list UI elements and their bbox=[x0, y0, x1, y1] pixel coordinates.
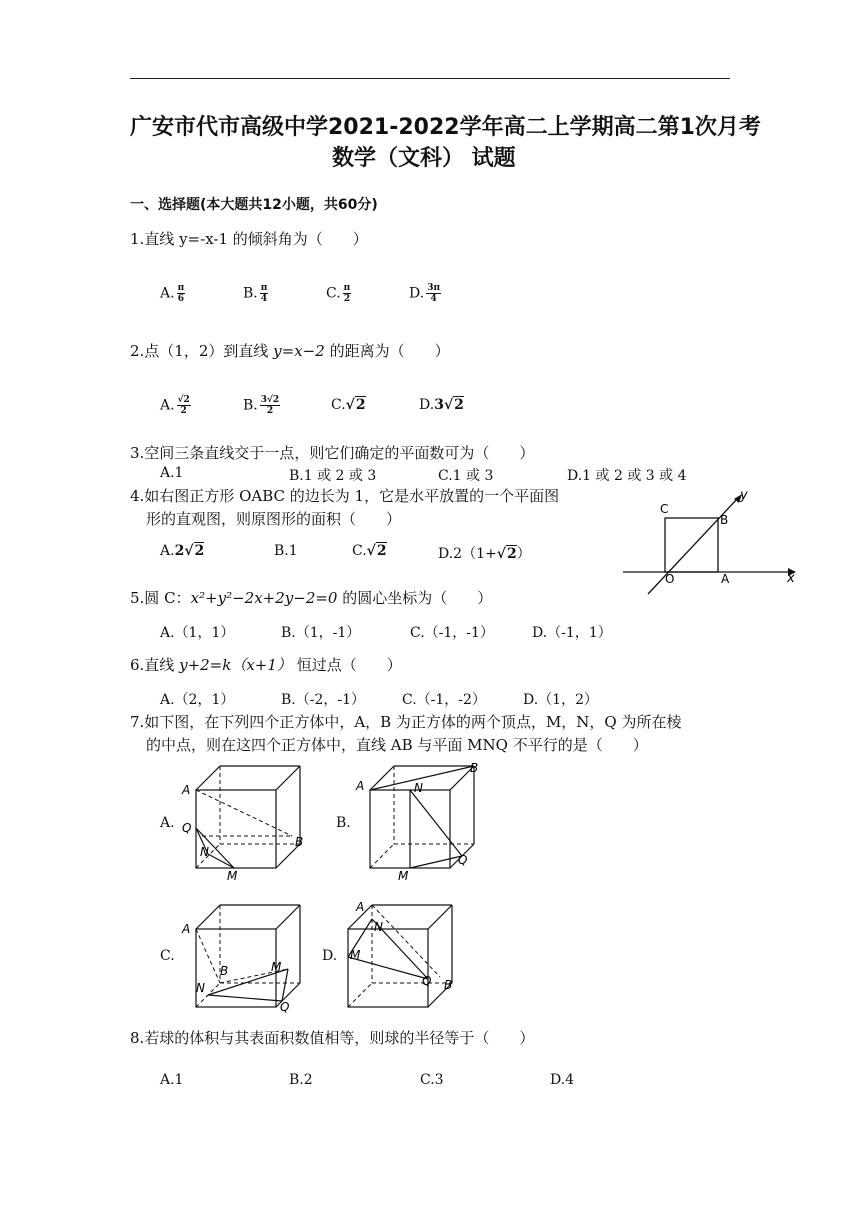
q3-option-b: B.1 或 2 或 3 bbox=[289, 468, 377, 484]
q6-option-a: A.（2，1） bbox=[160, 692, 235, 708]
question-2-stem: 2.点（1，2）到直线 y=x−2 的距离为（ ） bbox=[130, 342, 450, 360]
svg-text:M: M bbox=[271, 960, 282, 974]
svg-text:M: M bbox=[227, 869, 238, 883]
question-7-stem-line2: 的中点，则在这四个正方体中，直线 AB 与平面 MNQ 不平行的是（ ） bbox=[146, 736, 648, 754]
label-x: x bbox=[787, 571, 795, 586]
label-c: C bbox=[660, 502, 669, 516]
q5-option-c: C.（-1，-1） bbox=[410, 625, 494, 641]
label-b: B bbox=[720, 513, 729, 527]
cube-figure-c bbox=[178, 893, 313, 1015]
svg-text:M: M bbox=[350, 948, 361, 962]
svg-text:B: B bbox=[470, 761, 479, 775]
q1-option-c: C. $\frac{\pi}{2}$ bbox=[326, 283, 351, 304]
question-5-stem: 5.圆 C：x²+y²−2x+2y−2=0 的圆心坐标为（ ） bbox=[130, 589, 493, 607]
svg-text:N: N bbox=[200, 845, 209, 859]
svg-text:A: A bbox=[356, 900, 365, 914]
cube-figure-a bbox=[178, 758, 313, 883]
svg-text:Q: Q bbox=[280, 1000, 290, 1014]
q6-option-b: B.（-2，-1） bbox=[281, 692, 366, 708]
square-oabc-figure bbox=[618, 486, 798, 598]
svg-text:B: B bbox=[220, 964, 229, 978]
question-7-stem-line1: 7.如下图，在下列四个正方体中，A，B 为正方体的两个顶点，M，N，Q 为所在棱 bbox=[130, 713, 682, 731]
question-1-stem: 1.直线 y=-x-1 的倾斜角为（ ） bbox=[130, 230, 368, 248]
svg-text:N: N bbox=[196, 981, 205, 995]
svg-text:M: M bbox=[398, 869, 409, 883]
q8-option-b: B.2 bbox=[289, 1072, 313, 1088]
q6-option-d: D.（1，2） bbox=[523, 692, 598, 708]
q3-option-c: C.1 或 3 bbox=[438, 468, 494, 484]
q5-option-b: B.（1，-1） bbox=[281, 625, 361, 641]
label-a: A bbox=[721, 572, 730, 586]
q4-option-c: C.√2 bbox=[352, 543, 387, 559]
svg-text:A: A bbox=[182, 922, 191, 936]
q8-option-c: C.3 bbox=[420, 1072, 444, 1088]
question-4-stem-line2: 形的直观图，则原图形的面积（ ） bbox=[146, 510, 402, 528]
q7-option-a-label: A. bbox=[160, 815, 175, 831]
svg-text:A: A bbox=[356, 779, 365, 793]
q1-option-a: A. $\frac{\pi}{6}$ bbox=[160, 283, 185, 304]
question-4-stem-line1: 4.如右图正方形 OABC 的边长为 1，它是水平放置的一个平面图 bbox=[130, 487, 560, 505]
question-8-stem: 8.若球的体积与其表面积数值相等，则球的半径等于（ ） bbox=[130, 1029, 535, 1047]
label-y: y bbox=[740, 488, 748, 503]
svg-text:N: N bbox=[374, 920, 383, 934]
q8-option-a: A.1 bbox=[160, 1072, 184, 1088]
q3-option-a: A.1 bbox=[160, 465, 184, 481]
q4-option-b: B.1 bbox=[274, 543, 298, 559]
q2-option-a: A. $\frac{√2}{2}$ bbox=[160, 395, 190, 416]
exam-title-line2: 数学（文科） 试题 bbox=[332, 146, 516, 171]
label-o: O bbox=[665, 572, 675, 586]
svg-text:A: A bbox=[182, 783, 191, 797]
q7-option-d-label: D. bbox=[322, 948, 338, 964]
header-rule bbox=[130, 78, 730, 79]
q3-option-d: D.1 或 2 或 3 或 4 bbox=[567, 468, 687, 484]
q5-option-a: A.（1，1） bbox=[160, 625, 235, 641]
q4-option-a: A.2√2 bbox=[160, 543, 205, 559]
svg-text:Q: Q bbox=[458, 853, 468, 867]
q1-option-d: D. $\frac{3\pi}{4}$ bbox=[409, 283, 441, 304]
q8-option-d: D.4 bbox=[550, 1072, 575, 1088]
svg-text:Q: Q bbox=[422, 974, 432, 988]
svg-text:B: B bbox=[444, 978, 453, 992]
q5-option-d: D.（-1，1） bbox=[532, 625, 612, 641]
cube-figure-d bbox=[342, 893, 477, 1015]
question-6-stem: 6.直线 y+2=k（x+1） 恒过点（ ） bbox=[130, 656, 402, 674]
exam-title-line1: 广安市代市高级中学2021-2022学年高二上学期高二第1次月考 bbox=[130, 115, 761, 140]
svg-text:B: B bbox=[295, 835, 304, 849]
q4-option-d: D.2（1+√2） bbox=[438, 546, 531, 562]
cube-figure-b bbox=[352, 758, 487, 883]
q2-option-c: C.√2 bbox=[331, 397, 366, 413]
q6-option-c: C.（-1，-2） bbox=[402, 692, 486, 708]
question-3-stem: 3.空间三条直线交于一点，则它们确定的平面数可为（ ） bbox=[130, 444, 535, 462]
q7-option-b-label: B. bbox=[336, 815, 351, 831]
q2-option-b: B. $\frac{3√2}{2}$ bbox=[243, 395, 280, 416]
svg-text:N: N bbox=[414, 781, 423, 795]
q1-option-b: B. $\frac{\pi}{4}$ bbox=[243, 283, 268, 304]
svg-text:Q: Q bbox=[182, 821, 192, 835]
q7-option-c-label: C. bbox=[160, 948, 175, 964]
q2-option-d: D.3√2 bbox=[419, 397, 464, 413]
square-oabc bbox=[665, 518, 718, 572]
section-heading: 一、选择题(本大题共12小题，共60分) bbox=[130, 197, 378, 213]
